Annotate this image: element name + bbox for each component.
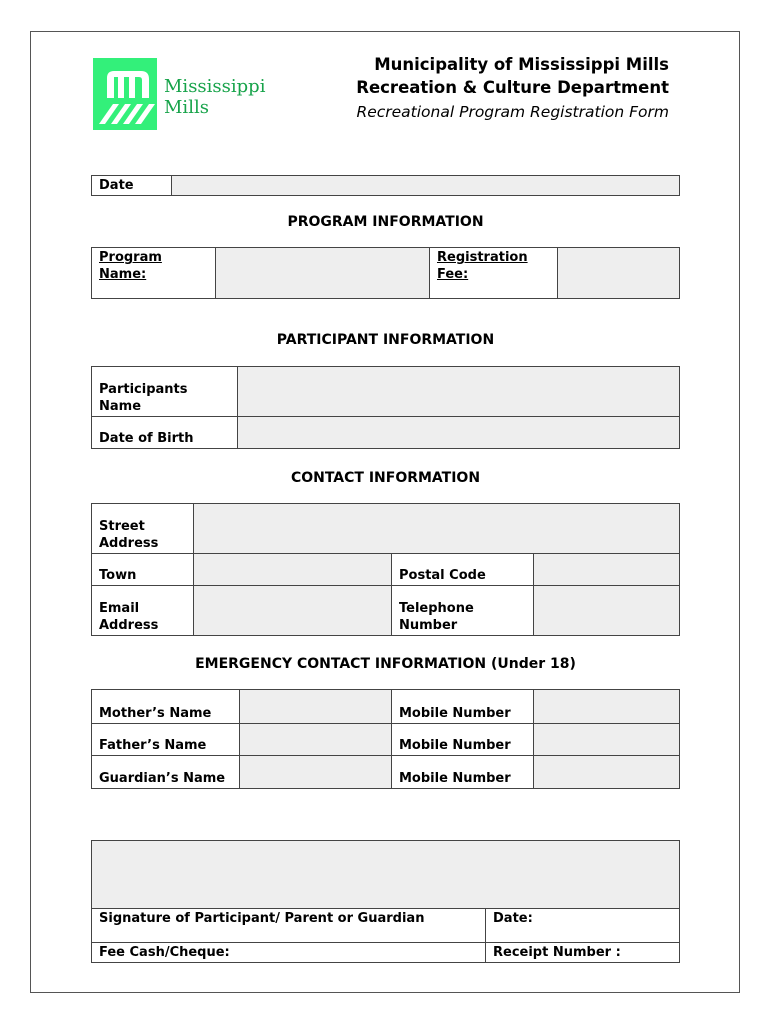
signature-field[interactable] [92,841,680,909]
postal-code-field[interactable] [534,554,680,586]
contact-table [91,503,680,636]
fee-cash-cheque-label: Fee Cash/Cheque: [92,943,486,963]
date-field[interactable] [172,176,680,196]
guardian-mobile-label: Mobile Number [392,756,534,789]
signature-date-label: Date: [486,909,680,943]
contact-heading: CONTACT INFORMATION [290,470,481,486]
telephone-number-field[interactable] [534,586,680,636]
form-header [356,53,669,124]
email-address-label: Email Address [92,586,194,636]
participant-table [91,366,680,449]
org-name: Municipality of Mississippi Mills [374,55,669,74]
telephone-number-label: Telephone Number [392,586,534,636]
receipt-number-label: Receipt Number : [486,943,680,963]
program-name-field[interactable] [216,248,430,299]
department-name: Recreation & Culture Department [356,78,669,97]
street-address-field[interactable] [194,504,680,554]
participant-name-field[interactable] [238,367,680,417]
postal-code-label: Postal Code [392,554,534,586]
participant-heading: PARTICIPANT INFORMATION [276,332,495,348]
date-of-birth-field[interactable] [238,417,680,449]
mother-name-label: Mother’s Name [92,690,240,724]
date-label: Date [92,176,172,196]
program-name-label: Program Name: [92,248,216,299]
street-address-label: Street Address [92,504,194,554]
guardian-name-label: Guardian’s Name [92,756,240,789]
father-mobile-field[interactable] [534,724,680,756]
form-title: Recreational Program Registration Form [356,103,669,121]
logo-wordmark [164,76,265,118]
emergency-table [91,689,680,789]
mother-name-field[interactable] [240,690,392,724]
father-name-label: Father’s Name [92,724,240,756]
email-address-field[interactable] [194,586,392,636]
program-heading: PROGRAM INFORMATION [287,214,484,230]
emergency-heading: EMERGENCY CONTACT INFORMATION (Under 18) [195,656,576,672]
guardian-mobile-field[interactable] [534,756,680,789]
mother-mobile-label: Mobile Number [392,690,534,724]
participant-name-label: Participants Name [92,367,238,417]
logo-line-1: Mississippi [164,76,266,97]
father-mobile-label: Mobile Number [392,724,534,756]
signature-label: Signature of Participant/ Parent or Guardian [92,909,486,943]
guardian-name-field[interactable] [240,756,392,789]
program-table [91,247,680,299]
father-name-field[interactable] [240,724,392,756]
signature-table [91,840,680,963]
registration-fee-field[interactable] [558,248,680,299]
mother-mobile-field[interactable] [534,690,680,724]
town-field[interactable] [194,554,392,586]
logo-line-2: Mills [164,97,209,118]
town-label: Town [92,554,194,586]
registration-fee-label: Registration Fee: [430,248,558,299]
date-table [91,175,680,196]
date-of-birth-label: Date of Birth [92,417,238,449]
form-page [30,31,740,993]
